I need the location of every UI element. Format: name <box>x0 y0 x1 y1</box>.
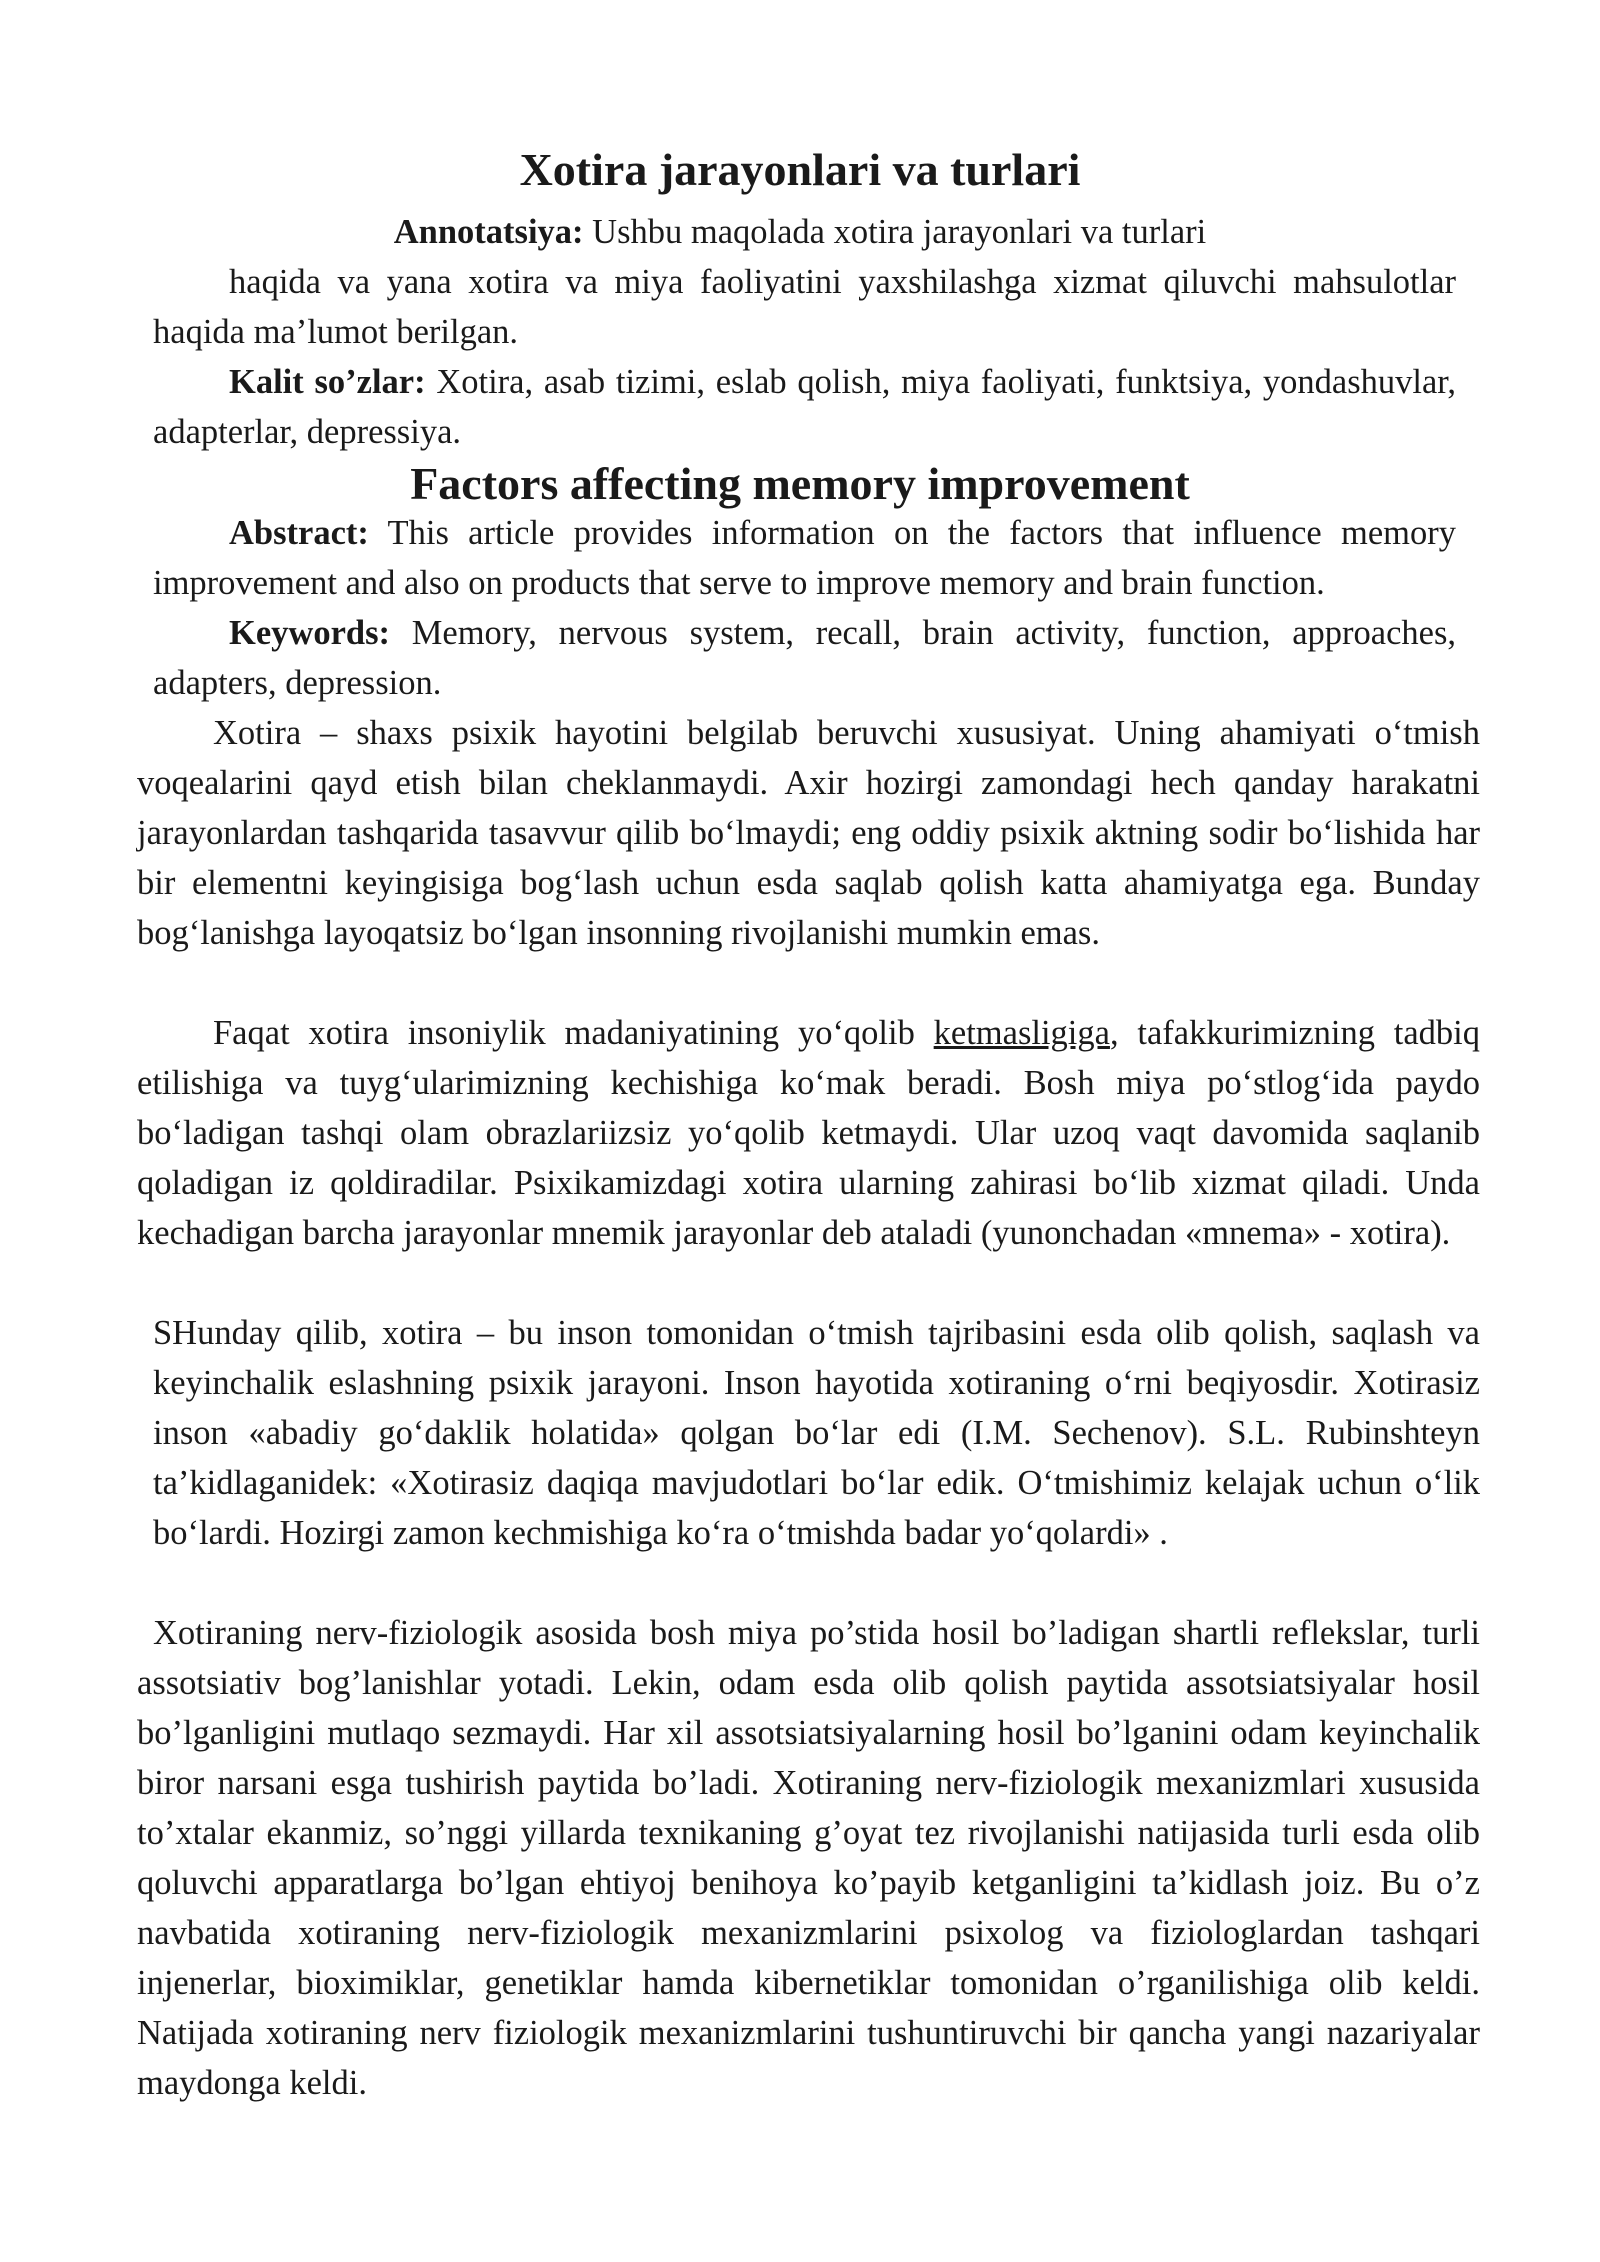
keywords-uz-text: Xotira, asab tizimi, eslab qolish, miya faoliyati, funktsiya, yondashuvlar, adapterlar, depressiya. <box>153 363 1457 451</box>
annotation-first-text: Ushbu maqolada xotira jarayonlari va turlari <box>583 213 1207 251</box>
annotation-first-line <box>0 207 1600 257</box>
keywords-english <box>153 608 1456 708</box>
keywords-en-label: Keywords: <box>229 614 390 652</box>
body-paragraph-2 <box>137 1008 1480 1258</box>
abstract-paragraph <box>153 508 1456 608</box>
keywords-en-text: Memory, nervous system, recall, brain activity, function, approaches, adapters, depression. <box>153 614 1456 702</box>
keywords-uz-label: Kalit so’zlar: <box>229 363 426 401</box>
abstract-text: This article provides information on the factors that influence memory improvement and also on products that serve to improve memory and brain function. <box>153 514 1456 602</box>
body-paragraph-4: Xotiraning nerv-fiziologik asosida bosh miya po’stida hosil bo’ladigan shartli reflekslar, turli assotsiativ bog’lanishlar yotadi. Lekin, odam esda olib qolish paytida assotsiatsiyalar hosil bo’lganligini mutlaqo sezmaydi. Har xil assotsiatsiyalarning hosil bo’lganini odam keyinchalik biror narsani esga tushirish paytida bo’ladi. Xotiraning nerv-fiziologik mexanizmlari xususida to’xtalar ekanmiz, so’nggi yillarda texnikaning g’oyat tez rivojlanishi natijasida turli esda olib qoluvchi apparatlarga bo’lgan ehtiyoj benihoya ko’payib ketganligini ta’kidlash joiz. Bu o’z navbatida xotiraning nerv-fiziologik mexanizmlarini psixolog va fiziologlardan tashqari injenerlar, bioximiklar, genetiklar hamda kibernetiklar tomonidan o’rganilishiga olib keldi. Natijada xotiraning nerv fiziologik mexanizmlarini tushuntiruvchi bir qancha yangi nazariyalar maydonga keldi. <box>137 1614 1480 2102</box>
annotation-rest: haqida va yana xotira va miya faoliyatini yaxshilashga xizmat qiluvchi mahsulotlar haqida ma’lumot berilgan. <box>153 263 1456 351</box>
title-english: Factors affecting memory improvement <box>410 458 1190 509</box>
p2-text-before: Faqat xotira insoniylik madaniyatining yo‘qolib <box>213 1014 934 1052</box>
p2-text-after: , tafakkurimizning tadbiq etilishiga va tuyg‘ularimizning kechishiga ko‘mak beradi. Bosh miya po‘stlog‘ida paydo bo‘ladigan tashqi olam obrazlariizsiz yo‘qolib ketmaydi. Ular uzoq vaqt davomida saqlanib qoladigan iz qoldiradilar. Psixikamizdagi xotira ularning zahirasi bo‘lib xizmat qiladi. Unda kechadigan barcha jarayonlar mnemik jarayonlar deb ataladi (yunonchadan «mnema» - xotira). <box>137 1014 1480 1252</box>
keywords-uzbek <box>153 357 1456 457</box>
body-paragraph-3: SHunday qilib, xotira – bu inson tomonidan o‘tmish tajribasini esda olib qolish, saqlash va keyinchalik eslashning psixik jarayoni. Inson hayotida xotiraning o‘rni beqiyosdir. Xotirasiz inson «abadiy go‘daklik holatida» qolgan bo‘lar edi (I.M. Sechenov). S.L. Rubinshteyn ta’kidlaganidek: «Xotirasiz daqiqa mavjudotlari bo‘lar edik. O‘tmishimiz kelajak uchun o‘lik bo‘lardi. Hozirgi zamon kechmishiga ko‘ra o‘tmishda badar yo‘qolardi» . <box>153 1314 1480 1552</box>
annotation-label: Annotatsiya: <box>393 213 584 251</box>
body-paragraph-1: Xotira – shaxs psixik hayotini belgilab beruvchi xususiyat. Uning ahamiyati o‘tmish voqealarini qayd etish bilan cheklanmaydi. Axir hozirgi zamondagi hech qanday harakatni jarayonlardan tashqarida tasavvur qilib bo‘lmaydi; eng oddiy psixik aktning sodir bo‘lishida har bir elementni keyingisiga bog‘lash uchun esda saqlab qolish katta ahamiyatga ega. Bunday bog‘lanishga layoqatsiz bo‘lgan insonning rivojlanishi mumkin emas. <box>137 714 1480 952</box>
title-uzbek: Xotira jarayonlari va turlari <box>519 144 1081 195</box>
abstract-label: Abstract: <box>229 514 369 552</box>
p2-underlined-word: ketmasligiga <box>933 1014 1110 1052</box>
